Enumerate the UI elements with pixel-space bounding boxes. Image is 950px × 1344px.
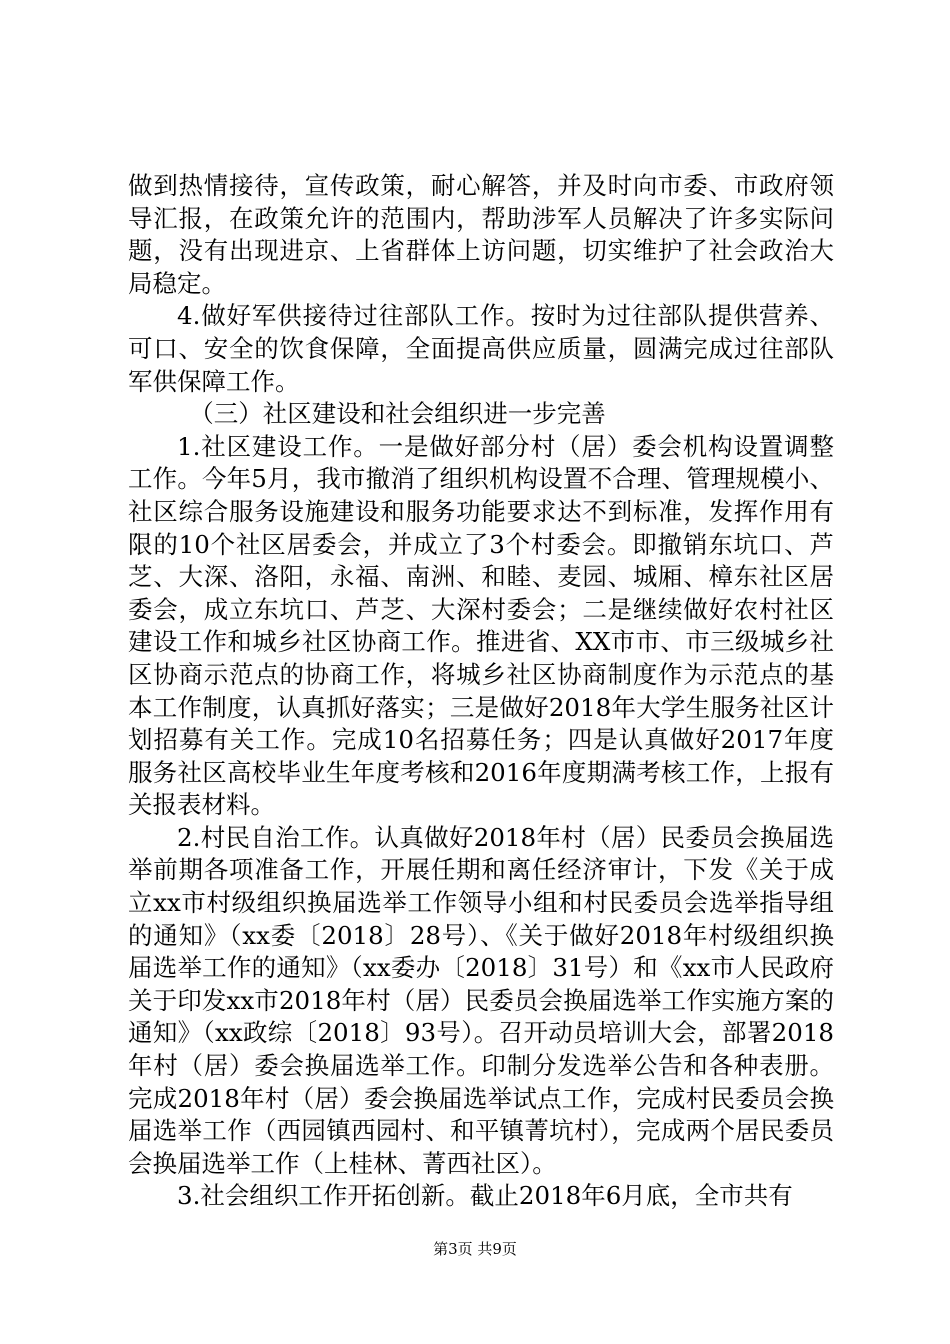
paragraph-social-organization: 3.社会组织工作开拓创新。截止2018年6月底，全市共有	[177, 1181, 793, 1211]
paragraph-community-building: 1.社区建设工作。一是做好部分村（居）委会机构设置调整工作。今年5月，我市撤消了组织机构设置不合理、管理规模小、社区综合服务设施建设和服务功能要求达不到标准，发挥作用有限的10个社区居委会，并成立了3个村委会。即撤销东坑口、芦芝、大深、洛阳，永福、南洲、和睦、麦园、城厢、樟东社区居委会，成立东坑口、芦芝、大深村委会；二是继续做好农村社区建设工作和城乡社区协商工作。推进省、XX市市、市三级城乡社区协商示范点的协商工作，将城乡社区协商制度作为示范点的基本工作制度，认真抓好落实；三是做好2018年大学生服务社区计划招募有关工作。完成10名招募任务；四是认真做好2017年度服务社区高校毕业生年度考核和2016年度期满考核工作，上报有关报表材料。	[128, 431, 834, 820]
paragraph-military-supply: 4.做好军供接待过往部队工作。按时为过往部队提供营养、可口、安全的饮食保障，全面提高供应质量，圆满完成过往部队军供保障工作。	[128, 301, 834, 396]
section-heading-community: （三）社区建设和社会组织进一步完善	[189, 399, 606, 429]
paragraph-intro: 做到热情接待，宣传政策，耐心解答，并及时向市委、市政府领导汇报，在政策允许的范围内，帮助涉军人员解决了许多实际问题，没有出现进京、上省群体上访问题，切实维护了社会政治大局稳定。	[128, 171, 834, 298]
page-footer: 第3页 共9页	[433, 1240, 517, 1258]
document-body	[128, 170, 834, 1213]
paragraph-village-autonomy: 2.村民自治工作。认真做好2018年村（居）民委员会换届选举前期各项准备工作，开展任期和离任经济审计，下发《关于成立xx市村级组织换届选举工作领导小组和村民委员会选举指导组的通知》（xx委〔2018〕28号）、《关于做好2018年村级组织换届选举工作的通知》（xx委办〔2018〕31号）和《xx市人民政府关于印发xx市2018年村（居）民委员会换届选举工作实施方案的通知》（xx政综〔2018〕93号）。召开动员培训大会，部署2018年村（居）委会换届选举工作。印制分发选举公告和各种表册。完成2018年村（居）委会换届选举试点工作，完成村民委员会换届选举工作（西园镇西园村、和平镇菁坑村），完成两个居民委员会换届选举工作（上桂林、菁西社区）。	[128, 822, 834, 1178]
